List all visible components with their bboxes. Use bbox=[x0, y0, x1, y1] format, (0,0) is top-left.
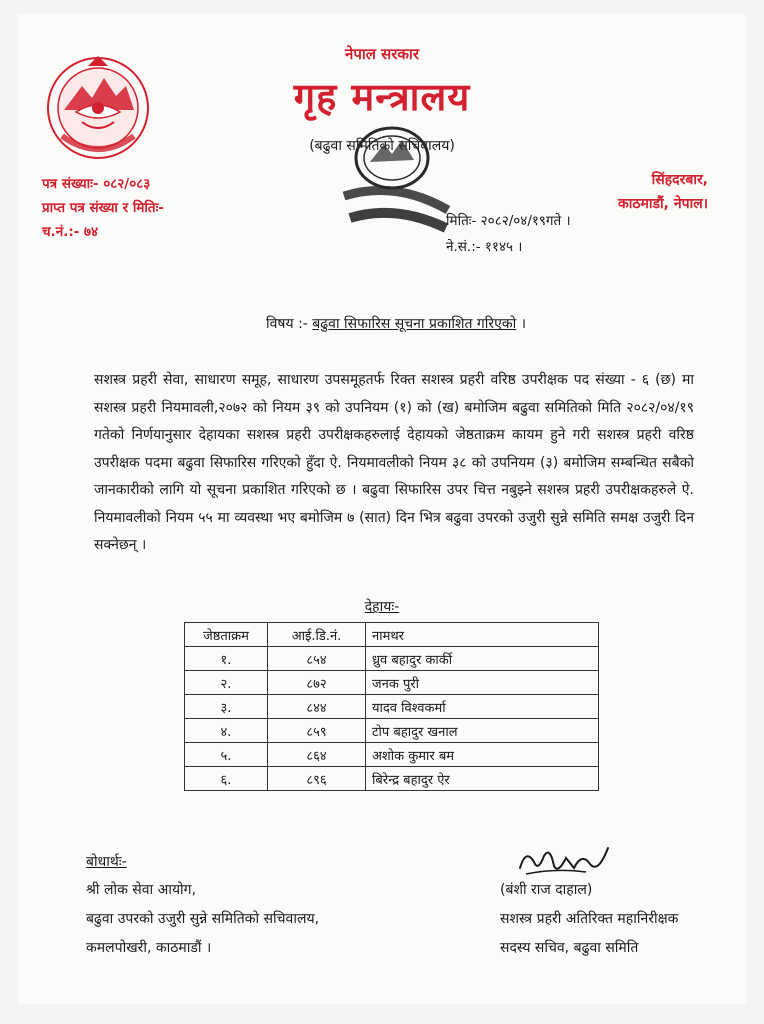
name-cell: ध्रुव बहादुर कार्की bbox=[366, 647, 599, 671]
header-id-number: आई.डि.नं. bbox=[268, 623, 366, 647]
table-header-row bbox=[185, 623, 599, 647]
cc-line: श्री लोक सेवा आयोग, bbox=[86, 882, 197, 898]
id-cell: ८४४ bbox=[268, 695, 366, 719]
id-cell: ८५४ bbox=[268, 647, 366, 671]
dispatch-number: च.नं.:- ७४ bbox=[42, 224, 99, 240]
cc-line: बढुवा उपरको उजुरी सुन्ने समितिको सचिवालय, bbox=[86, 911, 320, 927]
date-line: मितिः- २०८२/०४/१९गते । bbox=[446, 213, 571, 229]
header-name: नामथर bbox=[366, 623, 599, 647]
subject-end: । bbox=[516, 316, 527, 332]
reference-block bbox=[42, 172, 164, 244]
table-row bbox=[185, 743, 599, 767]
address-block bbox=[618, 168, 708, 216]
table-row bbox=[185, 767, 599, 791]
nepal-samvat-line: ने.सं.:- ११४५ । bbox=[446, 239, 523, 255]
id-cell: ८५९ bbox=[268, 719, 366, 743]
name-cell: टोप बहादुर खनाल bbox=[366, 719, 599, 743]
signer-block bbox=[500, 876, 678, 963]
seniority-cell: ४. bbox=[185, 719, 268, 743]
ministry-title: गृह मन्त्रालय bbox=[293, 75, 471, 119]
id-cell: ८६४ bbox=[268, 743, 366, 767]
seniority-cell: ३. bbox=[185, 695, 268, 719]
ministry-stamp bbox=[336, 118, 456, 236]
table-row bbox=[185, 647, 599, 671]
address-line-2: काठमाडौं, नेपाल। bbox=[618, 196, 708, 212]
government-title: नेपाल सरकार bbox=[345, 45, 419, 63]
address-line-1: सिंहदरबार, bbox=[651, 172, 708, 188]
signer-role: सदस्य सचिव, बढुवा समिति bbox=[500, 940, 639, 956]
promotion-table bbox=[184, 622, 599, 791]
signer-name: (बंशी राज दाहाल) bbox=[500, 882, 593, 898]
name-cell: बिरेन्द्र बहादुर ऐर bbox=[366, 767, 599, 791]
id-cell: ८७२ bbox=[268, 671, 366, 695]
header-seniority: जेष्ठताक्रम bbox=[185, 623, 268, 647]
subject-label: विषय :- bbox=[266, 316, 313, 332]
table-row bbox=[185, 671, 599, 695]
seniority-cell: २. bbox=[185, 671, 268, 695]
signer-title: सशस्त्र प्रहरी अतिरिक्त महानिरीक्षक bbox=[500, 911, 679, 927]
secretariat-subtitle: (बढुवा समितिको सचिवालय) bbox=[309, 138, 455, 154]
annex-title: देहायः- bbox=[364, 599, 400, 615]
cc-line: कमलपोखरी, काठमाडौं । bbox=[86, 940, 212, 956]
name-cell: जनक पुरी bbox=[366, 671, 599, 695]
seniority-cell: १. bbox=[185, 647, 268, 671]
seniority-cell: ५. bbox=[185, 743, 268, 767]
date-block bbox=[446, 208, 571, 260]
table-row bbox=[185, 719, 599, 743]
received-letter-ref: प्राप्त पत्र संख्या र मितिः- bbox=[42, 200, 164, 216]
table-row bbox=[185, 695, 599, 719]
letter-number: पत्र संख्याः- ०८२/०८३ bbox=[42, 176, 151, 192]
name-cell: अशोक कुमार बम bbox=[366, 743, 599, 767]
cc-title: बोधार्थः- bbox=[86, 854, 127, 870]
subject-line bbox=[266, 314, 526, 333]
subject-text: बढुवा सिफारिस सूचना प्रकाशित गरिएको bbox=[312, 316, 517, 332]
notice-body: सशस्त्र प्रहरी सेवा, साधारण समूह, साधारण उपसमूहतर्फ रिक्त सशस्त्र प्रहरी वरिष्ठ उपरीक्षक पद संख्या - ६ (छ) मा सशस्त्र प्रहरी नियमावली,२०७२ को नियम ३९ को उपनियम (१) को (ख) बमोजिम बढुवा समितिको मिति २०८२/०४/१९ गतेको निर्णयानुसार देहायका सशस्त्र प्रहरी उपरीक्षकहरुलाई देहायको जेष्ठताक्रम कायम हुने गरी सशस्त्र प्रहरी वरिष्ठ उपरीक्षक पदमा बढुवा सिफारिस गरिएको हुँदा ऐ. नियमावलीको नियम ३८ को उपनियम (३) बमोजिम सम्बन्धित सबैको जानकारीको लागि यो सूचना प्रकाशित गरिएको छ । बढुवा सिफारिस उपर चित्त नबुझ्ने सशस्त्र प्रहरी उपरीक्षकहरुले ऐ. नियमावलीको नियम ५५ मा व्यवस्था भए बमोजिम ७ (सात) दिन भित्र बढुवा उपरको उजुरी सुन्ने समिति समक्ष उजुरी दिन सक्नेछन् । bbox=[94, 372, 694, 553]
seniority-cell: ६. bbox=[185, 767, 268, 791]
cc-list bbox=[86, 876, 319, 963]
name-cell: यादव विश्वकर्मा bbox=[366, 695, 599, 719]
id-cell: ८९६ bbox=[268, 767, 366, 791]
